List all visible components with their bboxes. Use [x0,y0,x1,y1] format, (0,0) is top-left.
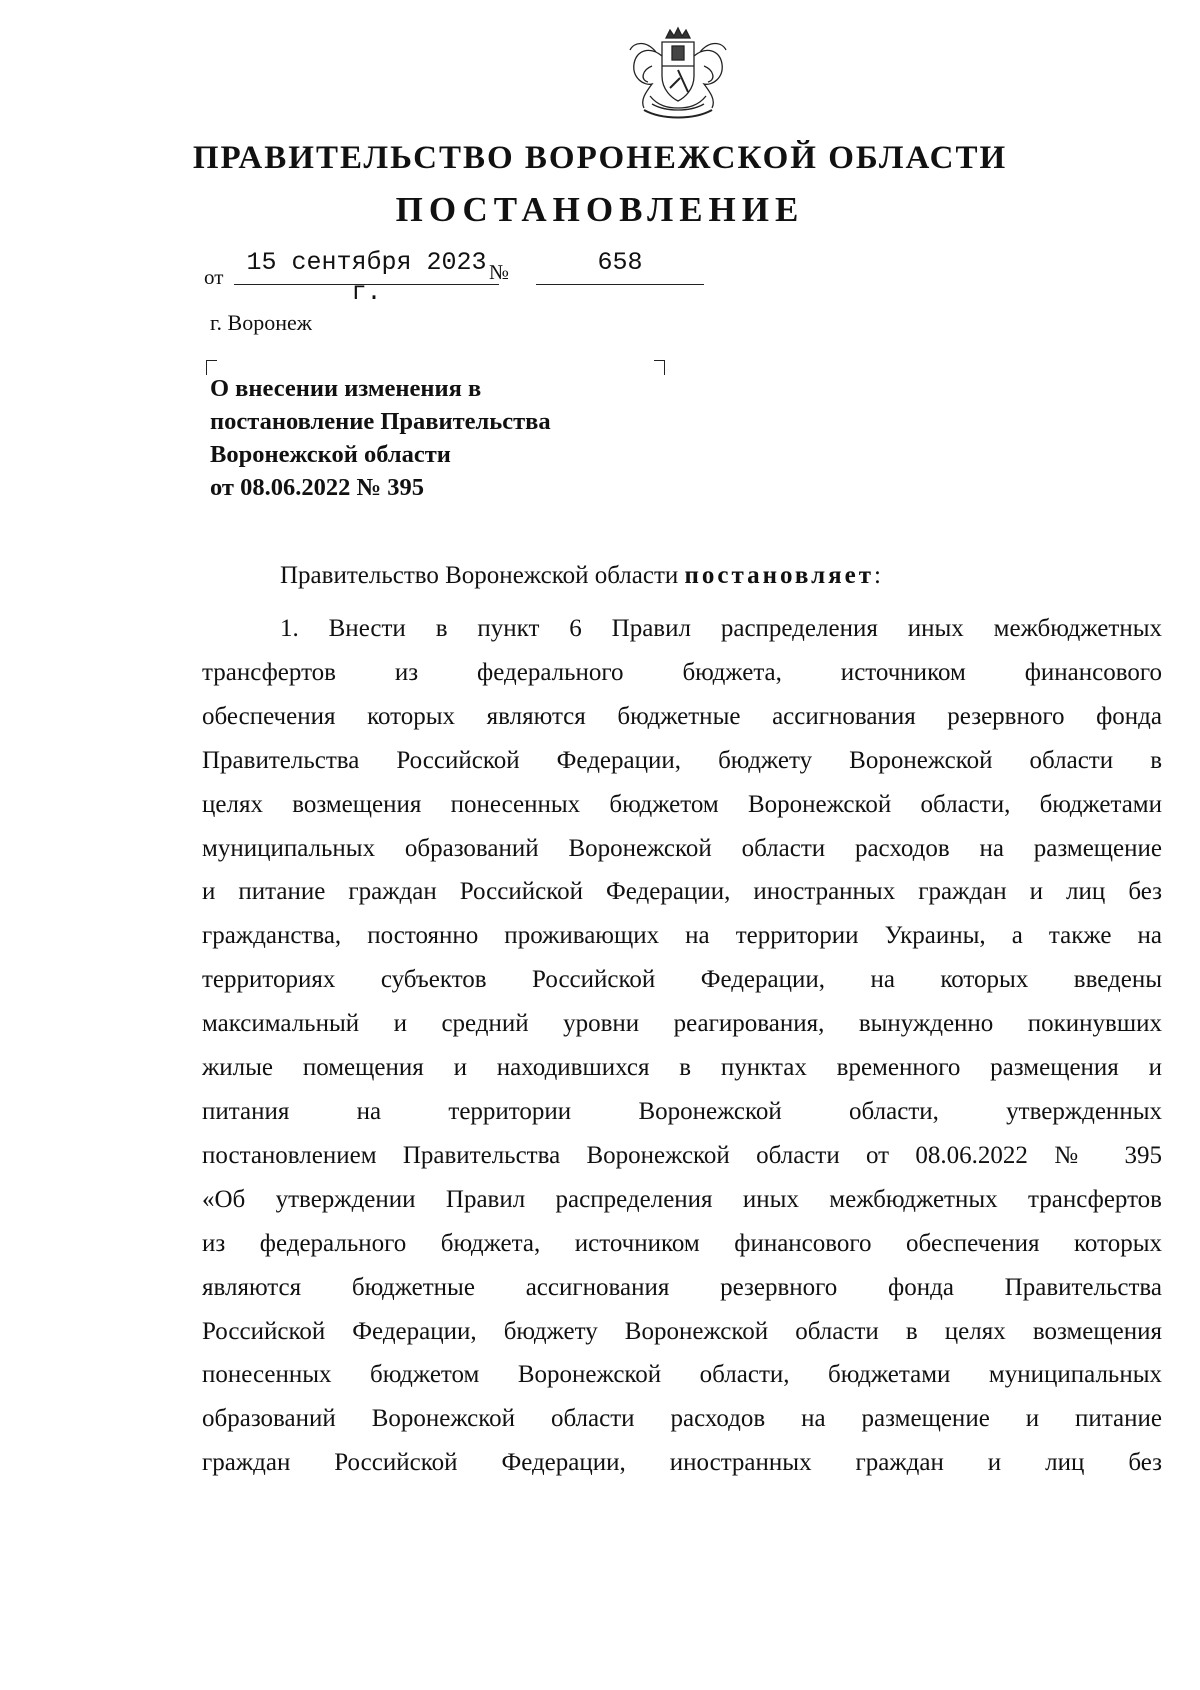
body-line: из федерального бюджета, источником финансового обеспечения которых [202,1229,1162,1257]
body-line: являются бюджетные ассигнования резервного фонда Правительства [202,1273,1162,1301]
subject-line: постановление Правительства [210,408,551,435]
body-line: Правительства Российской Федерации, бюджету Воронежской области в [202,746,1162,774]
body-line: трансфертов из федерального бюджета, источником финансового [202,658,1162,686]
document-subject [210,372,650,504]
preamble [280,562,881,590]
body-line: максимальный и средний уровни реагирования, вынужденно покинувших [202,1010,1162,1038]
body-line: «Об утверждении Правил распределения иных межбюджетных трансфертов [202,1185,1162,1213]
document-number: 658 [536,248,704,285]
body-line: 1. Внести в пункт 6 Правил распределения иных межбюджетных [280,615,1162,642]
subject-corner-right [654,360,665,375]
city: г. Воронеж [210,310,312,335]
body-line: гражданства, постоянно проживающих на территории Украины, а также на [202,922,1162,950]
organization-title: ПРАВИТЕЛЬСТВО ВОРОНЕЖСКОЙ ОБЛАСТИ [192,140,1008,176]
body-line: граждан Российской Федерации, иностранных граждан и лиц без [202,1449,1162,1477]
document-type-title: ПОСТАНОВЛЕНИЕ [395,190,805,229]
subject-line: О внесении изменения в [210,375,482,402]
body-line: обеспечения которых являются бюджетные ассигнования резервного фонда [202,702,1162,730]
body-paragraph [202,607,1162,1485]
body-line: муниципальных образований Воронежской области расходов на размещение [202,834,1162,862]
body-line: питания на территории Воронежской области, утвержденных [202,1097,1162,1125]
preamble-keyword: постановляет [684,562,874,589]
body-line: постановлением Правительства Воронежской области от 08.06.2022 № 395 [202,1141,1162,1169]
registration-line [204,248,704,307]
document-date: 15 сентября 2023 г. [234,248,499,285]
subject-line: Воронежской области [210,441,451,468]
number-label: № [489,260,510,284]
body-line: образований Воронежской области расходов на размещение и питание [202,1405,1162,1433]
body-line: Российской Федерации, бюджету Воронежской области в целях возмещения [202,1317,1162,1345]
date-from-label: от [204,265,224,289]
coat-of-arms-icon [622,26,734,126]
body-line: территориях субъектов Российской Федерации, на которых введены [202,966,1162,994]
body-line: жилые помещения и находившихся в пунктах временного размещения и [202,1054,1162,1082]
body-line: и питание граждан Российской Федерации, иностранных граждан и лиц без [202,878,1162,906]
body-line: целях возмещения понесенных бюджетом Воронежской области, бюджетами [202,790,1162,818]
preamble-colon: : [874,562,881,589]
preamble-text: Правительство Воронежской области [280,562,685,589]
subject-line: от 08.06.2022 № 395 [210,474,424,501]
body-line: понесенных бюджетом Воронежской области, бюджетами муниципальных [202,1361,1162,1389]
